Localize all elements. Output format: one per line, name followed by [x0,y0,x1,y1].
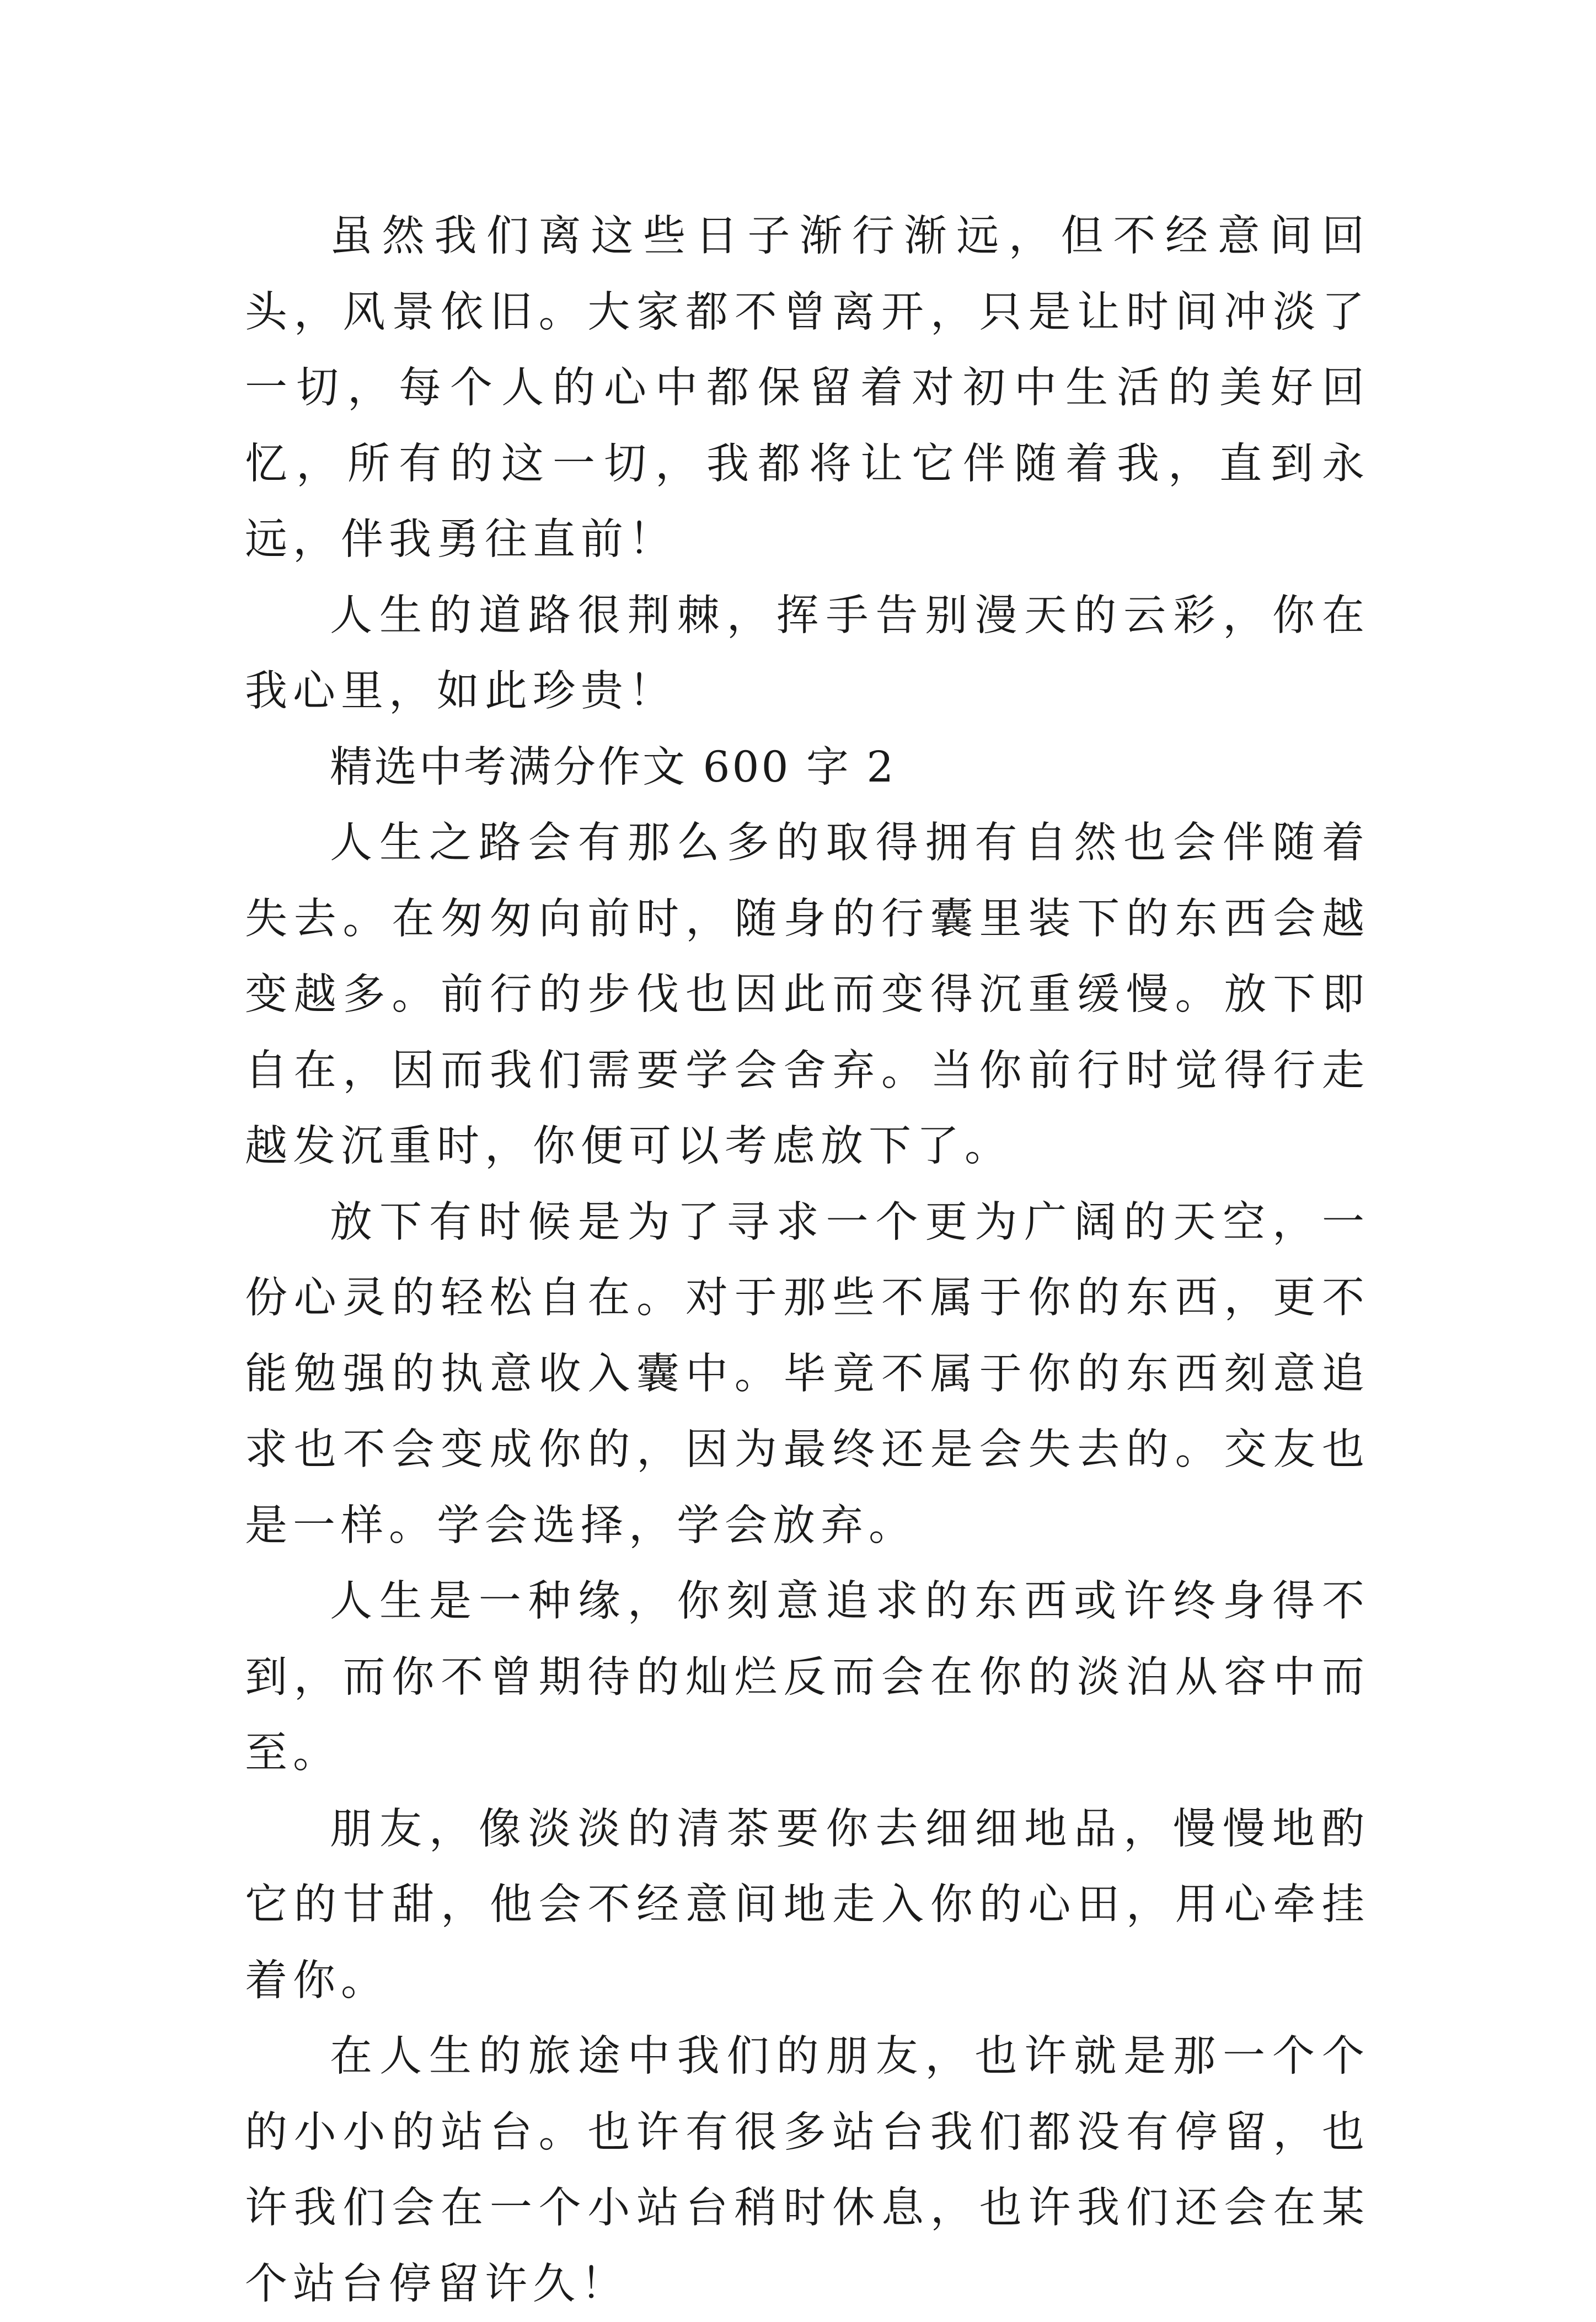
paragraph-7: 在人生的旅途中我们的朋友，也许就是那一个个的小小的站台。也许有很多站台我们都没有停留，也许我们会在一个小站台稍时休息，也许我们还会在某个站台停留许久！ [245,2032,1370,2309]
paragraph-2: 人生的道路很荆棘，挥手告别漫天的云彩，你在我心里，如此珍贵！ [245,591,1370,716]
essay-body [245,199,1370,2322]
paragraph-5: 人生是一种缘，你刻意追求的东西或许终身得不到，而你不曾期待的灿烂反而会在你的淡泊从容中而至。 [245,1577,1370,1778]
paragraph-1: 虽然我们离这些日子渐行渐远，但不经意间回头，风景依旧。大家都不曾离开，只是让时间冲淡了一切，每个人的心中都保留着对初中生活的美好回忆，所有的这一切，我都将让它伴随着我，直到永远，伴我勇往直前！ [245,212,1370,564]
paragraph-3: 人生之路会有那么多的取得拥有自然也会伴随着失去。在匆匆向前时，随身的行囊里装下的东西会越变越多。前行的步伐也因此而变得沉重缓慢。放下即自在，因而我们需要学会舍弃。当你前行时觉得行走越发沉重时，你便可以考虑放下了。 [245,818,1370,1171]
paragraph-4: 放下有时候是为了寻求一个更为广阔的天空，一份心灵的轻松自在。对于那些不属于你的东西，更不能勉强的执意收入囊中。毕竟不属于你的东西刻意追求也不会变成你的，因为最终还是会失去的。交友也是一样。学会选择，学会放弃。 [245,1197,1370,1550]
section-heading: 精选中考满分作文 600 字 2 [330,742,896,792]
paragraph-6: 朋友，像淡淡的清茶要你去细细地品，慢慢地酌它的甘甜，他会不经意间地走入你的心田，用心牵挂着你。 [245,1804,1370,2005]
